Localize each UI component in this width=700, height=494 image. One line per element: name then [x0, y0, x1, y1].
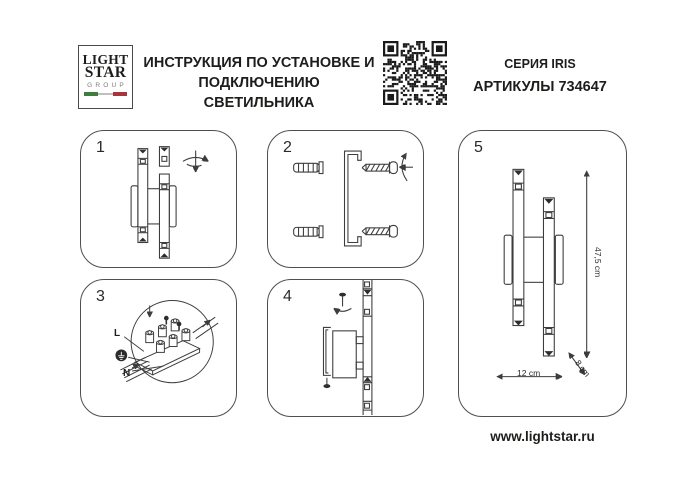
mounting-hardware-diagram: [268, 131, 422, 266]
fixture-front-diagram: [81, 131, 235, 266]
ground-icon: [115, 349, 127, 361]
flag-green-segment: [84, 92, 98, 96]
italian-flag-bar: [84, 92, 127, 96]
live-wire-label: L: [114, 328, 121, 339]
title-line-1: ИНСТРУКЦИЯ ПО УСТАНОВКЕ И: [143, 55, 375, 71]
page-title: [143, 53, 375, 113]
width-dimension: 12 cm: [517, 368, 541, 378]
step-number: 2: [283, 139, 292, 156]
logo-group-text: GROUP: [87, 82, 127, 89]
step-number: 1: [96, 139, 105, 156]
step-panel-5: [458, 130, 627, 417]
flag-red-segment: [113, 92, 127, 96]
title-line-2: ПОДКЛЮЧЕНИЮ СВЕТИЛЬНИКА: [198, 75, 320, 111]
side-mount-diagram: [268, 280, 422, 415]
flag-gray-segment: [98, 93, 113, 94]
step-number: 3: [96, 288, 105, 305]
lightstar-logo: [78, 45, 133, 109]
height-dimension: 47,5 cm: [593, 247, 603, 278]
wiring-diagram: [81, 280, 235, 415]
logo-star-text: STAR: [84, 64, 127, 81]
article-number: АРТИКУЛЫ 734647: [473, 79, 607, 95]
logo-light-text: LIGHT: [82, 52, 129, 67]
series-label: СЕРИЯ IRIS: [504, 57, 576, 71]
step-number: 4: [283, 288, 292, 305]
neutral-wire-label: N: [123, 368, 131, 379]
step-number: 5: [474, 139, 483, 156]
step-panel-1: [80, 130, 237, 268]
qr-code: [383, 41, 447, 105]
step-panel-2: [267, 130, 424, 268]
depth-dimension: 8 cm: [573, 358, 593, 379]
product-info: [450, 57, 630, 95]
step-panel-4: [267, 279, 424, 417]
step-panel-3: [80, 279, 237, 417]
website-url: www.lightstar.ru: [490, 429, 595, 444]
